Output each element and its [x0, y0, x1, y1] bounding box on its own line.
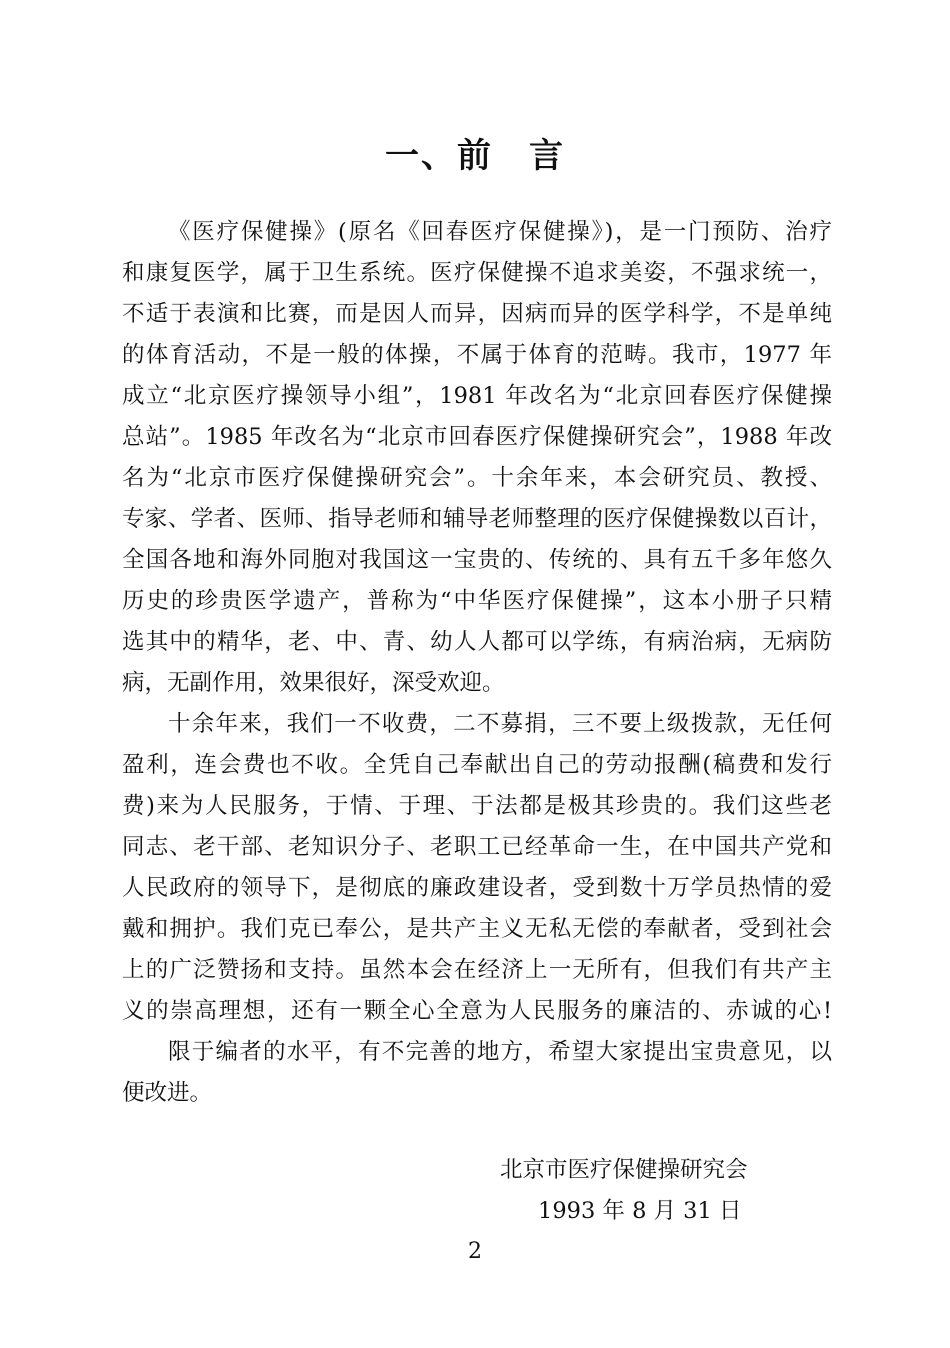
paragraph-1-line-8: 专家、学者、医师、指导老师和辅导老师整理的医疗保健操数以百计，: [122, 506, 832, 532]
page-number: 2: [468, 1239, 482, 1264]
paragraph-1-line-9: 全国各地和海外同胞对我国这一宝贵的、传统的、具有五千多年悠久: [122, 547, 832, 573]
signature-block: [500, 1150, 780, 1232]
paragraph-3-line-2: 便改进。: [122, 1080, 213, 1106]
paragraph-1-line-1: 《医疗保健操》(原名《回春医疗保健操》)，是一门预防、治疗: [168, 219, 832, 245]
page-title: 一、前 言: [385, 136, 565, 176]
paragraph-2-line-4: 同志、老干部、老知识分子、老职工已经革命一生，在中国共产党和: [122, 834, 832, 860]
signature-date: 1993 年 8 月 31 日: [538, 1198, 742, 1224]
paragraph-2-line-7: 上的广泛赞扬和支持。虽然本会在经济上一无所有，但我们有共产主: [122, 957, 832, 983]
signature-organization: 北京市医疗保健操研究会: [500, 1157, 748, 1183]
paragraph-3-line-1: 限于编者的水平，有不完善的地方，希望大家提出宝贵意见，以: [168, 1039, 832, 1065]
paragraph-2-line-6: 戴和拥护。我们克已奉公，是共产主义无私无偿的奉献者，受到社会: [122, 916, 832, 942]
paragraph-1-line-2: 和康复医学，属于卫生系统。医疗保健操不追求美姿，不强求统一，: [122, 260, 832, 286]
paragraph-2-line-5: 人民政府的领导下，是彻底的廉政建设者，受到数十万学员热情的爱: [122, 875, 832, 901]
body-text: [122, 212, 832, 1114]
paragraph-1-line-12: 病，无副作用，效果很好，深受欢迎。: [122, 670, 505, 696]
paragraph-2-line-8: 义的崇高理想，还有一颗全心全意为人民服务的廉洁的、赤诚的心!: [122, 998, 832, 1024]
paragraph-2-line-2: 盈利，连会费也不收。全凭自己奉献出自己的劳动报酬(稿费和发行: [122, 752, 832, 778]
paragraph-1-line-4: 的体育活动，不是一般的体操，不属于体育的范畴。我市，1977 年: [122, 342, 832, 368]
paragraph-2-line-1: 十余年来，我们一不收费，二不募捐，三不要上级拨款，无任何: [168, 711, 832, 737]
paragraph-1-line-6: 总站”。1985 年改名为“北京市回春医疗保健操研究会”，1988 年改: [122, 424, 832, 450]
paragraph-2-line-3: 费)来为人民服务，于情、于理、于法都是极其珍贵的。我们这些老: [122, 793, 832, 819]
paragraph-1-line-10: 历史的珍贵医学遗产，普称为“中华医疗保健操”，这本小册子只精: [122, 588, 832, 614]
paragraph-1-line-3: 不适于表演和比赛，而是因人而异，因病而异的医学科学，不是单纯: [122, 301, 832, 327]
paragraph-1-line-5: 成立“北京医疗操领导小组”，1981 年改名为“北京回春医疗保健操: [122, 383, 832, 409]
paragraph-1-line-11: 选其中的精华，老、中、青、幼人人都可以学练，有病治病，无病防: [122, 629, 832, 655]
paragraph-1-line-7: 名为“北京市医疗保健操研究会”。十余年来，本会研究员、教授、: [122, 465, 832, 491]
